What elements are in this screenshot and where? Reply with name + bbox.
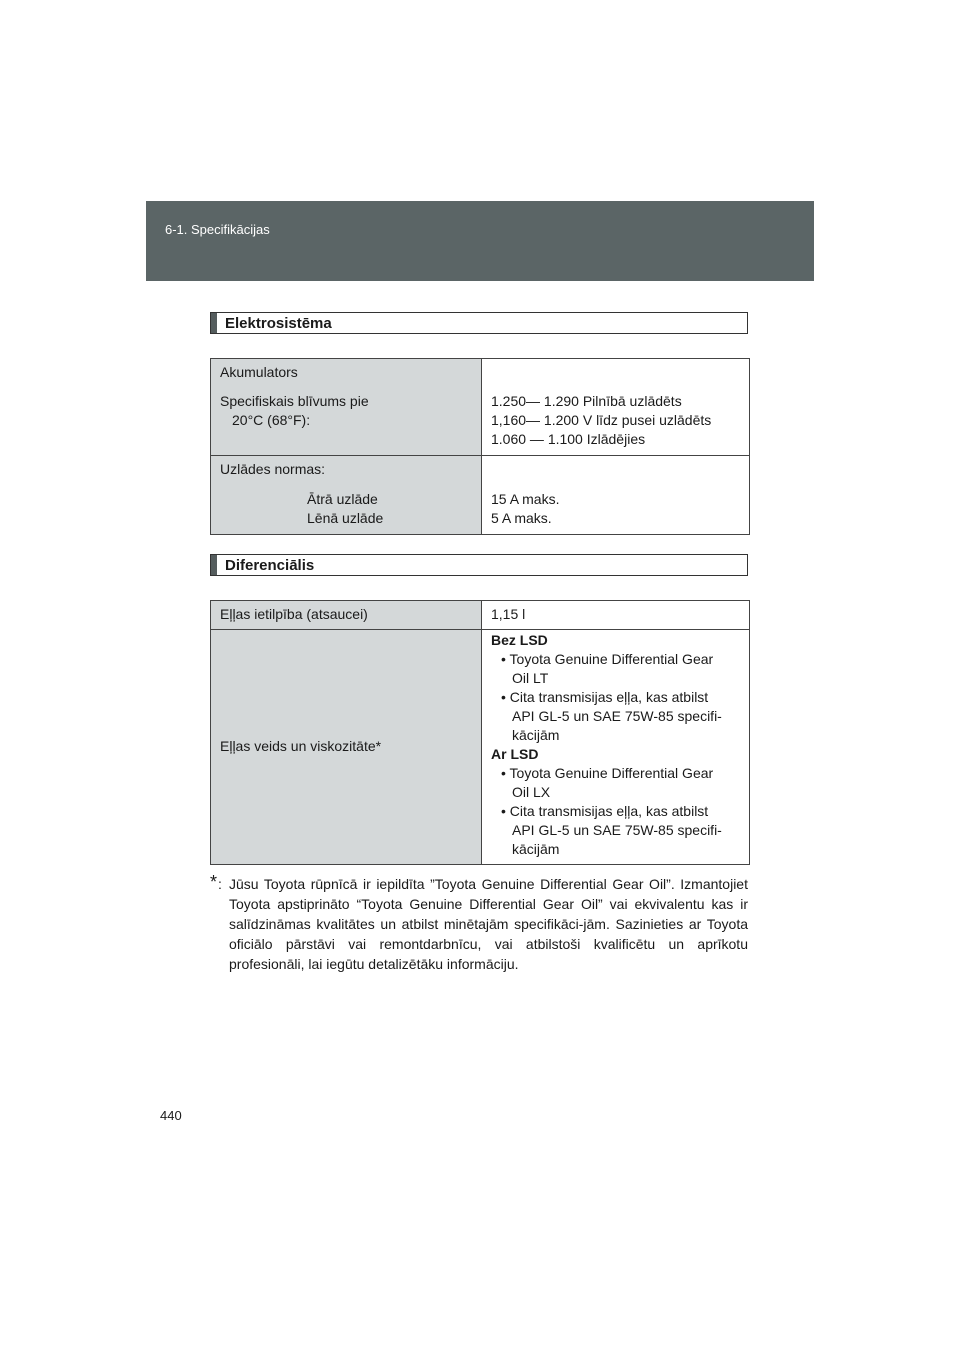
electrical-title-text: Elektrosistēma	[225, 315, 332, 332]
section-title-bar	[211, 555, 217, 575]
differential-spec-table	[210, 600, 750, 865]
differential-title-text: Diferenciālis	[225, 557, 315, 574]
slow-charge-value: 5 A maks.	[491, 510, 552, 526]
section-header-band	[146, 201, 814, 281]
battery-label-cell	[211, 359, 482, 456]
charge-label-cell	[211, 456, 482, 535]
charge-values-cell	[482, 456, 750, 535]
density-label: Specifiskais blīvums pie	[220, 393, 369, 409]
section-header-label: 6-1. Specifikācijas	[165, 222, 270, 237]
capacity-value: 1,15 l	[491, 606, 526, 622]
table-row	[211, 630, 750, 865]
footnote-colon: :	[218, 876, 222, 892]
capacity-value-cell	[482, 601, 750, 630]
list-item: • Cita transmisijas eļļa, kas atbilst	[501, 689, 709, 705]
slow-charge-label: Lēnā uzlāde	[307, 510, 384, 526]
footnote-text: Jūsu Toyota rūpnīcā ir iepildīta ”Toyota Genuine Differential Gear Oil”. Izmantojiet Toyota apstiprināto “Toyota Genuine Differential Gear Oil” vai ekvivalentu kas ir salīdzināmas kvalitātes un atbilst minētajām specifikāci-jām. Sazinieties ar Toyota oficiālo pārstāvi vai remontdarbnīcu, vai atbilstoši kvalificētu un aprīkotu profesionāli, lai iegūtu detalizētāku informāciju.	[229, 876, 748, 972]
list-item-continuation: kācijām	[512, 727, 560, 743]
capacity-label: Eļļas ietilpība (atsaucei)	[220, 606, 368, 622]
list-item-continuation: Oil LT	[512, 670, 549, 686]
table-row	[211, 601, 750, 630]
list-item: • Cita transmisijas eļļa, kas atbilst	[501, 803, 709, 819]
density-temp-label: 20°C (68°F):	[232, 412, 311, 428]
table-row	[211, 359, 750, 456]
fast-charge-label: Ātrā uzlāde	[307, 491, 378, 507]
electrical-spec-table	[210, 358, 750, 535]
electrical-section-title	[210, 312, 748, 334]
table-row	[211, 456, 750, 535]
page-number: 440	[160, 1108, 182, 1123]
footnote-asterisk: *	[210, 872, 218, 892]
section-title-bar	[211, 313, 217, 333]
list-item: • Toyota Genuine Differential Gear	[501, 765, 714, 781]
list-item-continuation: API GL-5 un SAE 75W-85 specifi-	[512, 822, 722, 838]
battery-label: Akumulators	[220, 364, 298, 380]
density-value-full: 1.250— 1.290 Pilnībā uzlādēts	[491, 393, 682, 409]
density-values-cell	[482, 359, 750, 456]
capacity-label-cell	[211, 601, 482, 630]
density-value-empty: 1.060 — 1.100 Izlādējies	[491, 431, 646, 447]
density-value-half: 1,160— 1.200 V līdz pusei uzlādēts	[491, 412, 712, 428]
list-item-continuation: kācijām	[512, 841, 560, 857]
fast-charge-value: 15 A maks.	[491, 491, 560, 507]
group-heading-no-lsd: Bez LSD	[491, 632, 548, 648]
oil-label: Eļļas veids un viskozitāte*	[220, 737, 382, 754]
oil-values-cell	[482, 630, 750, 865]
list-item-continuation: API GL-5 un SAE 75W-85 specifi-	[512, 708, 722, 724]
oil-label-cell	[211, 630, 482, 865]
group-heading-lsd: Ar LSD	[491, 746, 539, 762]
differential-section-title	[210, 554, 748, 576]
list-item-continuation: Oil LX	[512, 784, 551, 800]
charge-label: Uzlādes normas:	[220, 461, 326, 477]
list-item: • Toyota Genuine Differential Gear	[501, 651, 714, 667]
footnote	[210, 874, 748, 974]
